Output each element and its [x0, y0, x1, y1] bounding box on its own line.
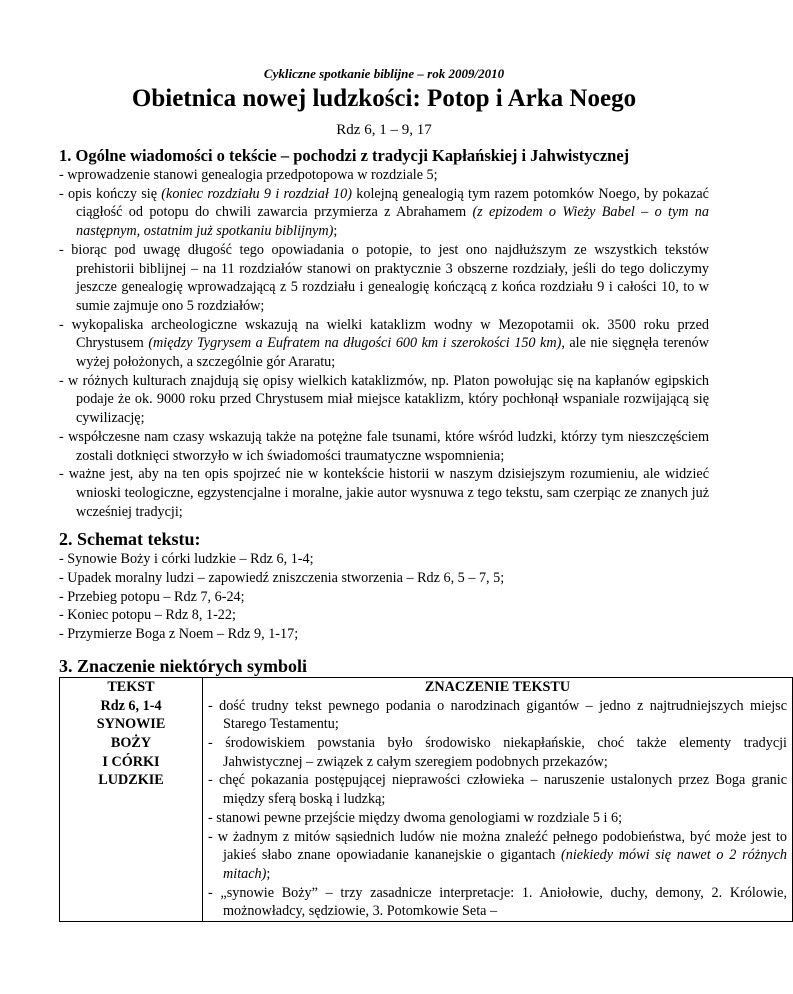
symbols-table-wrapper	[37, 677, 788, 925]
list-item: - wprowadzenie stanowi genealogia przedpotopowa w rozdziale 5;	[59, 167, 438, 183]
list-item: - w różnych kulturach znajdują się opisy wielkich kataklizmów, np. Platon powołując się na kapłanów egipskich podaje że ok. 9000 roku przed Chrystusem miał miejsce kataklizm, który pochłonął wspaniale rozwijającą się cywilizację;	[59, 372, 709, 427]
meaning-item: - „synowie Boży” – trzy zasadnicze interpretacje: 1. Aniołowie, duchy, demony, 2. Królowie, możnowładcy, sędziowie, 3. Potomkowie Seta –	[208, 884, 787, 920]
meaning-item: - w żadnym z mitów sąsiednich ludów nie można znaleźć pełnego podobieństwa, być może jest to jakieś słabo znane opowiadanie kananejskie o gigantach (niekiedy mówi się nawet o 2 różnych mitach);	[208, 828, 788, 882]
section-2-list	[59, 550, 709, 644]
list-item: - Przebieg potopu – Rdz 7, 6-24;	[59, 588, 245, 605]
text-column-cell	[60, 677, 203, 921]
document-title: Obietnica nowej ludzkości: Potop i Arka Noego	[131, 85, 637, 112]
series-subtitle: Cykliczne spotkanie biblijne – rok 2009/2010	[263, 66, 505, 81]
list-item: - ważne jest, aby na ten opis spojrzeć nie w kontekście historii w naszym dzisiejszym rozumieniu, ale widzieć wnioski teologiczne, egzystencjalne i moralne, jakie autor wysnuwa z tego tekstu, sam czerpiąc ze znanych już wcześniej tradycji;	[59, 466, 709, 520]
list-item: - Synowie Boży i córki ludzkie – Rdz 6, 1-4;	[59, 551, 314, 568]
column-header-text: TEKST	[107, 678, 155, 695]
meaning-item: - środowiskiem powstania było środowisko niekapłańskie, choć także elementy tradycji Jahwistycznej – związek z całym szeregiem podobnych przekazów;	[208, 734, 787, 770]
passage-line: LUDZKIE	[98, 772, 164, 789]
meaning-item: - chęć pokazania postępującej nieprawości człowieka – naruszenie ustalonych przez Boga granic między sferą boską i ludzką;	[208, 772, 787, 808]
meaning-column-cell	[203, 677, 793, 921]
section-3-heading: 3. Znaczenie niektórych symboli	[59, 655, 307, 676]
column-header-meaning: ZNACZENIE TEKSTU	[424, 678, 571, 695]
meaning-item: - dość trudny tekst pewnego podania o narodzinach gigantów – jedno z najtrudniejszych miejsc Starego Testamentu;	[208, 697, 787, 733]
section-1-list	[59, 166, 709, 521]
list-item: - opis kończy się (koniec rozdziału 9 i rozdział 10) kolejną genealogią tym razem potomków Noego, by pokazać ciągłość od potopu do chwili zawarcia przymierza z Abrahamem (z epizodem o Wieży Babel – o tym na następnym, ostatnim już spotkaniu biblijnym);	[59, 185, 709, 240]
list-item: - współczesne nam czasy wskazują także na potężne fale tsunami, które wśród ludzki, którzy tym nieszczęściem zostali dotknięci stworzyło w ich świadomości traumatyczne wspomnienia;	[59, 428, 709, 464]
list-item: - wykopaliska archeologiczne wskazują na wielki kataklizm wodny w Mezopotamii ok. 3500 roku przed Chrystusem (między Tygrysem a Eufratem na długości 600 km i szerokości 150 km), ale nie sięgnęła terenów wyżej położonych, a szczególnie gór Araratu;	[59, 316, 709, 371]
symbols-table	[59, 677, 793, 922]
list-item: - biorąc pod uwagę długość tego opowiadania o potopie, to jest ono najdłuższym ze wszystkich tekstów prehistorii biblijnej – na 11 rozdziałów stanowi on praktycznie 3 obszerne rozdziały, jeśli do tego doliczymy jeszcze genealogię wprowadzającą z 5 rozdziału i genealogię kończącą z końca rozdziału 9 i całości 10, to w sumie zajmuje ono 5 rozdziałów;	[59, 241, 709, 314]
section-1-heading: 1. Ogólne wiadomości o tekście – pochodzi z tradycji Kapłańskiej i Jahwistycznej	[59, 146, 630, 165]
passage-line: SYNOWIE	[96, 716, 166, 733]
scripture-reference: Rdz 6, 1 – 9, 17	[336, 122, 432, 138]
table-row	[60, 677, 793, 921]
section-2-heading: 2. Schemat tekstu:	[59, 529, 201, 550]
passage-line: I CÓRKI	[102, 753, 160, 770]
meaning-item: - stanowi pewne przejście między dwoma genologiami w rozdziale 5 i 6;	[208, 809, 623, 826]
list-item: - Przymierze Boga z Noem – Rdz 9, 1-17;	[59, 626, 299, 643]
passage-line: BOŻY	[110, 734, 152, 751]
list-item: - Koniec potopu – Rdz 8, 1-22;	[59, 607, 236, 624]
list-item: - Upadek moralny ludzi – zapowiedź zniszczenia stworzenia – Rdz 6, 5 – 7, 5;	[59, 570, 505, 587]
passage-line: Rdz 6, 1-4	[100, 697, 162, 714]
